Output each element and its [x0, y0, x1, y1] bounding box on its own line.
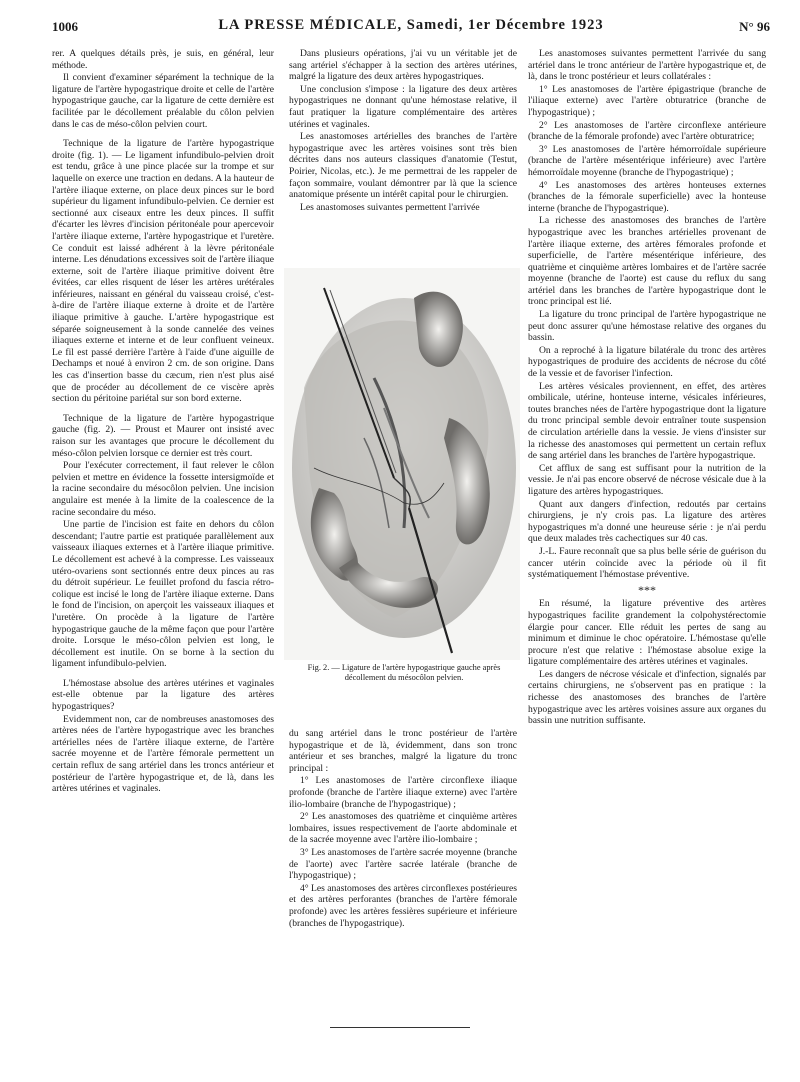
paragraph: J.-L. Faure reconnaît que sa plus belle série de guérison du cancer utérin coïncide avec la période où il fit systématiquement l'hémostase préventive.: [528, 545, 766, 581]
paragraph: Les anastomoses suivantes permettent l'arrivée: [300, 201, 480, 213]
list-item: 3° Les anastomoses de l'artère sacrée moyenne (branche de l'aorte) avec l'artère sacrée latérale (branche de l'hypogastrique) ;: [289, 846, 517, 882]
paragraph: Les dangers de nécrose vésicale et d'infection, signalés par certains chirurgiens, ne s'observent pas en pratique : la richesse des anastomoses des branches de l'artère hypogastrique avec les artères voisines assure aux organes du bassin une nutrition suffisante.: [528, 668, 766, 727]
footer-rule: [330, 1027, 470, 1028]
column-1: [52, 48, 274, 796]
column-2-top: [289, 48, 517, 214]
paragraph: On a reproché à la ligature bilatérale du tronc des artères hypogastriques de produire des accidents de nécrose du côté de la vessie et de favoriser l'infection.: [528, 344, 766, 380]
list-item: 1° Les anastomoses de l'artère circonflexe iliaque profonde (branche de l'artère iliaque externe) avec l'artère ilio-lombaire (branche de l'hypogastrique) ;: [289, 775, 517, 810]
paragraph: Pour l'exécuter correctement, il faut relever le côlon pelvien et mettre en évidence la fossette intersigmoïde et la racine secondaire du mésocôlon pelvien. Une incision angulaire est menée à la limite de la coalescence de la racine secondaire du méso.: [52, 460, 274, 518]
list-item: 4° Les anastomoses des artères circonflexes postérieures et des artères perforantes (branches de l'artère fémorale profonde) avec les artères fessières supérieure et inférieure (branches de l'hypogastrique).: [289, 882, 517, 929]
section-right-ligature: Technique de la ligature de l'artère hypogastrique droite (fig. 1). — Le ligament infundibulo-pelvien droit est tendu, grâce à une pince placée sur la trompe et sur laquelle on exerce une traction en dedans. A la hauteur de l'artère iliaque externe, on place deux pinces sur le bord supérieur du ligament infundibulo-pelvien. Ce dernier est sectionné aux ciseaux entre les deux pinces. Il suffit d'écarter les lèvres d'incision péritonéale pour apercevoir l'artère iliaque externe, l'artère hypogastrique et l'uretère. Ce conduit est laissé adhérent à la lèvre péritonéale interne. Les dénudations excessives soit de l'artère iliaque externe, soit de l'artère iliaque primitive doivent être évitées, car elles risquent de léser les artères urétérales inférieures, naissant en général du vaisseau croisé, c'est-à-dire de l'artère iliaque externe à droite et de l'artère iliaque primitive à gauche. L'artère hypogastrique est séparée soigneusement à la sonde cannelée des veines iliaques externe et interne et de leur confluent veineux. Le fil est passé derrière l'artère à l'aide d'une aiguille de Dechamps et noué à environ 2 cm. de son origine. Dans les cas d'insertion basse du cæcum, rien n'est plus aisé que de procéder au décollement de ce viscère après section du péritoine pariétal sur son bord externe.: [52, 138, 274, 405]
list-item: 3° Les anastomoses de l'artère hémorroïdale supérieure (branche de l'artère mésentérique inférieure) avec l'artère hémorroïdale moyenne (branche de l'hypogastrique) ;: [528, 143, 766, 178]
paragraph: Une conclusion s'impose : la ligature des deux artères hypogastriques ne donnant qu'une hémostase relative, il faut pratiquer la ligature complémentaire des artères utérines et vaginales.: [289, 83, 517, 130]
paragraph: Les anastomoses artérielles des branches de l'artère hypogastrique avec les artères voisines sont très bien décrites dans nos auteurs classiques d'anatomie (Testut, Poirier, Nicolas, etc.). Je me permettrai de les rappeler de façon sommaire, voulant démontrer par là que la science anatomique présente un intérêt capital pour le chirurgien.: [289, 131, 517, 201]
issue-number: N° 96: [739, 19, 770, 34]
paragraph: Dans plusieurs opérations, j'ai vu un véritable jet de sang artériel s'échapper à la section des artères utérines, malgré la ligature des deux artères hypogastriques.: [289, 48, 517, 83]
paragraph: Les anastomoses suivantes permettent l'arrivée du sang artériel dans le tronc antérieur de l'artère hypogastrique et, de là, dans le tronc postérieur et leurs collatérales :: [528, 48, 766, 83]
journal-title: LA PRESSE MÉDICALE, Samedi, 1er Décembre 1923: [218, 17, 604, 33]
paragraph: Une partie de l'incision est faite en dehors du côlon descendant; l'autre partie est pratiquée parallèlement aux vaisseaux iliaques externes et à l'artère iliaque primitive. Le décollement est achevé à la compresse. Les vaisseaux utéro-ovariens sont sectionnés entre deux pinces au ras du détroit supérieur. Le feuillet profond du fascia rétro-colique est incisé le long de l'artère iliaque externe. Dans le fond de l'incision, on aperçoit les vaisseaux iliaques et l'uretère. On procède à la ligature de l'artère hypogastrique gauche de la même façon que pour l'artère droite. Lorsque le méso-côlon pelvien est long, le décollement est inutile. On se borne à la section du ligament infundibulo-pelvien.: [52, 519, 274, 670]
list-item: 1° Les anastomoses de l'artère épigastrique (branche de l'iliaque externe) avec l'artère obturatrice (branche de l'hypogastrique) ;: [528, 83, 766, 118]
column-2-bottom: [289, 728, 517, 930]
paragraph: En résumé, la ligature préventive des artères hypogastriques facilite grandement la colpohystérectomie élargie pour cancer. Elle réduit les pertes de sang au minimum et diminue le choc opératoire. L'hémostase qu'elle procure n'est que relative : l'hémostase absolue exige la ligature complémentaire des artères utérines et vaginales.: [528, 598, 766, 668]
list-item: 2° Les anastomoses des quatrième et cinquième artères lombaires, issues respectivement de l'aorte abdominale et de la sacrée moyenne avec l'artère ilio-lombaire ;: [289, 811, 517, 846]
paragraph: La ligature du tronc principal de l'artère hypogastrique ne peut donc assurer qu'une hémostase relative des organes du bassin.: [528, 309, 766, 344]
figure-caption: Fig. 2. — Ligature de l'artère hypogastrique gauche après décollement du mésocôlon pelvien.: [307, 663, 501, 682]
paragraph: La richesse des anastomoses des branches de l'artère hypogastrique avec les branches artérielles provenant de l'artère iliaque externe, des artères fémorales profonde et superficielle, de l'artère mésentérique inférieure, des quatrième et cinquième artères lombaires et de l'artère sacrée moyenne (branche de l'aorte) est cause du reflux du sang artériel dans les branches de l'artère hypogastrique dont le tronc principal est lié.: [528, 215, 766, 308]
column-3: [528, 48, 766, 728]
page-number: 1006: [52, 19, 78, 34]
paragraph: Les artères vésicales proviennent, en effet, des artères ombilicale, utérine, honteuse interne, vésicales inférieures, toutes branches nées de l'artère hypogastrique dont la ligature du tronc principal semble devoir entraîner toute suspension de circulation artérielle dans la vessie. Je viens d'insister sur la richesse des anastomoses qui permettent un certain reflux de sang artériel dans les branches de l'artère hypogastrique.: [528, 380, 766, 462]
paragraph: Evidemment non, car de nombreuses anastomoses des artères nées de l'artère hypogastrique avec les branches artérielles nées de l'artère iliaque externe, de l'artère sacrée moyenne et de l'artère fémorale permettent un certain reflux de sang artériel dans les troncs antérieur et postérieur de l'artère hypogastrique et, de là, dans les artères utérines et vaginales.: [52, 713, 274, 795]
page-header: [52, 17, 770, 37]
paragraph: Cet afflux de sang est suffisant pour la nutrition de la vessie. Je n'ai pas encore observé de nécrose vésicale due à la ligature des artères hypogastriques.: [528, 462, 766, 497]
section-left-ligature: Technique de la ligature de l'artère hypogastrique gauche (fig. 2). — Proust et Maurer ont insisté avec raison sur les avantages que procure le décollement du méso-côlon pelvien lorsque ce dernier est très court.: [52, 412, 274, 459]
paragraph: du sang artériel dans le tronc postérieur de l'artère hypogastrique et de là, évidemment, dans son tronc antérieur et ses branches, malgré la ligature du tronc principal :: [289, 728, 517, 774]
list-item: 2° Les anastomoses de l'artère circonflexe antérieure (branche de la fémorale profonde) avec l'artère obturatrice;: [528, 119, 766, 143]
section-separator: ***: [638, 582, 656, 597]
paragraph: L'hémostase absolue des artères utérines et vaginales est-elle obtenue par la ligature des artères hypogastriques?: [52, 677, 274, 713]
surgical-drawing-icon: [284, 268, 520, 660]
list-item: 4° Les anastomoses des artères honteuses externes (branches de la fémorale superficielle) avec la honteuse interne (branche de l'hypogastrique).: [528, 179, 766, 214]
paragraph: Il convient d'examiner séparément la technique de la ligature de l'artère hypogastrique droite et celle de l'artère hypogastrique gauche, car la ligature de cette dernière est facilitée par le décollement préalable du côlon pelvien dans le cas de méso-côlon pelvien court.: [52, 72, 274, 130]
paragraph: Quant aux dangers d'infection, redoutés par certains chirurgiens, je n'y crois pas. La ligature des artères hypogastriques m'a donné une heureuse série : je n'ai perdu que deux malades très cachectiques sur 40 cas.: [528, 498, 766, 545]
paragraph: rer. A quelques détails près, je suis, en général, leur méthode.: [52, 48, 274, 71]
surgical-illustration: [284, 268, 520, 660]
